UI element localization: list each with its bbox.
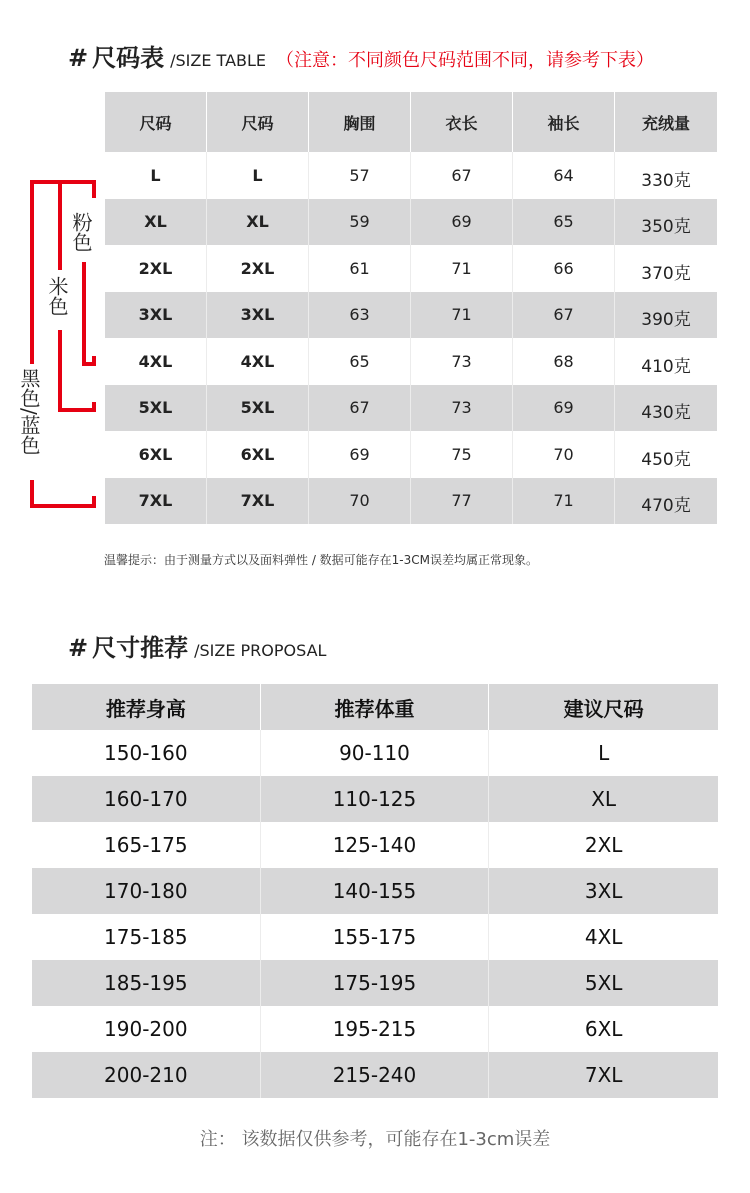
table-cell: 150-160	[32, 730, 261, 776]
table-cell: 70	[513, 431, 615, 478]
header-cell: 袖长	[513, 92, 615, 152]
proposal-table-header	[32, 684, 718, 730]
table-cell: XL	[591, 787, 617, 811]
table-cell: 63	[309, 292, 411, 339]
table-cell: 7XL	[584, 1063, 623, 1087]
table-cell: 69	[513, 385, 615, 432]
size-proposal-title	[68, 628, 326, 663]
table-cell: 70	[309, 478, 411, 525]
title-en: /SIZE PROPOSAL	[194, 641, 327, 660]
table-row	[105, 385, 717, 432]
table-cell: 3XL	[207, 292, 309, 339]
table-cell: 155-175	[261, 914, 490, 960]
footnote: 注： 该数据仅供参考，可能存在1-3cm误差	[199, 1129, 551, 1150]
table-cell: 66	[513, 245, 615, 292]
table-cell: 2XL	[207, 245, 309, 292]
table-row	[32, 776, 718, 822]
table-cell: 73	[411, 385, 513, 432]
table-row	[105, 245, 717, 292]
table-cell: L	[105, 152, 207, 199]
table-cell: 6XL	[584, 1017, 623, 1041]
table-cell: 7XL	[207, 478, 309, 525]
table-cell: 69	[309, 431, 411, 478]
table-cell: 165-175	[32, 822, 261, 868]
table-cell: XL	[105, 199, 207, 246]
table-cell: 195-215	[261, 1006, 490, 1052]
table-cell: 4XL	[105, 338, 207, 385]
table-cell: 77	[411, 478, 513, 525]
table-cell: 57	[309, 152, 411, 199]
table-row	[105, 199, 717, 246]
label-beige: 米色	[45, 276, 69, 316]
table-row	[32, 960, 718, 1006]
table-cell: 67	[309, 385, 411, 432]
bracket-beige-lower	[58, 330, 62, 412]
table-cell: 170-180	[32, 868, 261, 914]
bracket-beige-end	[92, 402, 96, 412]
table-cell: L	[207, 152, 309, 199]
table-row	[32, 822, 718, 868]
label-black-blue: 黑色/蓝色	[17, 368, 41, 455]
table-cell: 90-110	[261, 730, 490, 776]
table-cell: 215-240	[261, 1052, 490, 1098]
title-hash: #	[68, 634, 89, 662]
table-cell: 470克	[641, 496, 691, 517]
header-cell: 推荐体重	[261, 684, 490, 730]
bracket-pink-vertical	[82, 262, 86, 366]
table-cell: 190-200	[32, 1006, 261, 1052]
table-cell: 450克	[641, 449, 691, 470]
table-cell: 110-125	[261, 776, 490, 822]
table-cell: 59	[309, 199, 411, 246]
table-cell: 68	[513, 338, 615, 385]
title-en: /SIZE TABLE	[170, 51, 267, 70]
table-row	[32, 914, 718, 960]
table-row	[105, 431, 717, 478]
table-cell: 71	[513, 478, 615, 525]
size-table-title	[68, 38, 654, 72]
table-cell: 185-195	[32, 960, 261, 1006]
bracket-beige-bottom	[58, 408, 96, 412]
table-row	[105, 478, 717, 525]
table-row	[105, 338, 717, 385]
table-row	[105, 152, 717, 199]
table-cell: 6XL	[105, 431, 207, 478]
table-cell: 69	[411, 199, 513, 246]
table-cell: 410克	[641, 356, 691, 377]
header-cell: 尺码	[105, 92, 207, 152]
table-cell: 390克	[641, 310, 691, 331]
table-cell: 200-210	[32, 1052, 261, 1098]
table-cell: 2XL	[584, 833, 623, 857]
table-cell: 4XL	[207, 338, 309, 385]
table-cell: 7XL	[105, 478, 207, 525]
header-cell: 建议尺码	[563, 696, 644, 721]
table-row	[32, 868, 718, 914]
table-cell: 6XL	[207, 431, 309, 478]
table-cell: 65	[513, 199, 615, 246]
table-cell: 5XL	[207, 385, 309, 432]
table-cell: 175-185	[32, 914, 261, 960]
table-cell: 5XL	[584, 971, 623, 995]
table-cell: 64	[513, 152, 615, 199]
table-cell: 4XL	[584, 925, 623, 949]
table-cell: 61	[309, 245, 411, 292]
table-cell: 67	[513, 292, 615, 339]
table-cell: 140-155	[261, 868, 490, 914]
table-cell: 430克	[641, 403, 691, 424]
title-cn: 尺码表	[92, 44, 165, 72]
table-cell: 3XL	[584, 879, 623, 903]
table-cell: 75	[411, 431, 513, 478]
bracket-black-end	[92, 496, 96, 508]
measurement-tip: 温馨提示：由于测量方式以及面料弹性 / 数据可能存在1-3CM误差均属正常现象。	[104, 553, 539, 567]
table-cell: 160-170	[32, 776, 261, 822]
table-cell: 67	[411, 152, 513, 199]
bracket-pink-end	[92, 356, 96, 366]
size-note: （注意：不同颜色尺码范围不同，请参考下表）	[276, 50, 655, 71]
title-hash: #	[68, 44, 89, 72]
bracket-pink-top	[62, 180, 96, 184]
title-cn: 尺寸推荐	[92, 634, 189, 662]
table-cell: 125-140	[261, 822, 490, 868]
header-cell: 充绒量	[641, 113, 690, 133]
table-cell: 370克	[641, 263, 691, 284]
bracket-black-upper	[30, 180, 34, 364]
table-cell: 5XL	[105, 385, 207, 432]
table-row	[105, 292, 717, 339]
bracket-black-bottom	[30, 504, 96, 508]
table-cell: 73	[411, 338, 513, 385]
table-cell: 2XL	[105, 245, 207, 292]
table-row	[32, 730, 718, 776]
table-row	[32, 1006, 718, 1052]
table-cell: 71	[411, 292, 513, 339]
header-cell: 尺码	[207, 92, 309, 152]
table-cell: 350克	[641, 217, 691, 238]
label-pink: 粉色	[69, 212, 93, 252]
bracket-black-top	[30, 180, 62, 184]
table-cell: 330克	[641, 170, 691, 191]
table-cell: XL	[207, 199, 309, 246]
size-table-header	[105, 92, 717, 152]
table-cell: 71	[411, 245, 513, 292]
table-cell: 65	[309, 338, 411, 385]
bracket-beige-upper	[58, 180, 62, 270]
table-cell: L	[598, 741, 610, 765]
size-table	[105, 92, 717, 524]
header-cell: 胸围	[309, 92, 411, 152]
table-cell: 175-195	[261, 960, 490, 1006]
size-proposal-table	[32, 684, 718, 1098]
table-row	[32, 1052, 718, 1098]
header-cell: 衣长	[411, 92, 513, 152]
bracket-pink-tick	[92, 180, 96, 198]
table-cell: 3XL	[105, 292, 207, 339]
header-cell: 推荐身高	[32, 684, 261, 730]
